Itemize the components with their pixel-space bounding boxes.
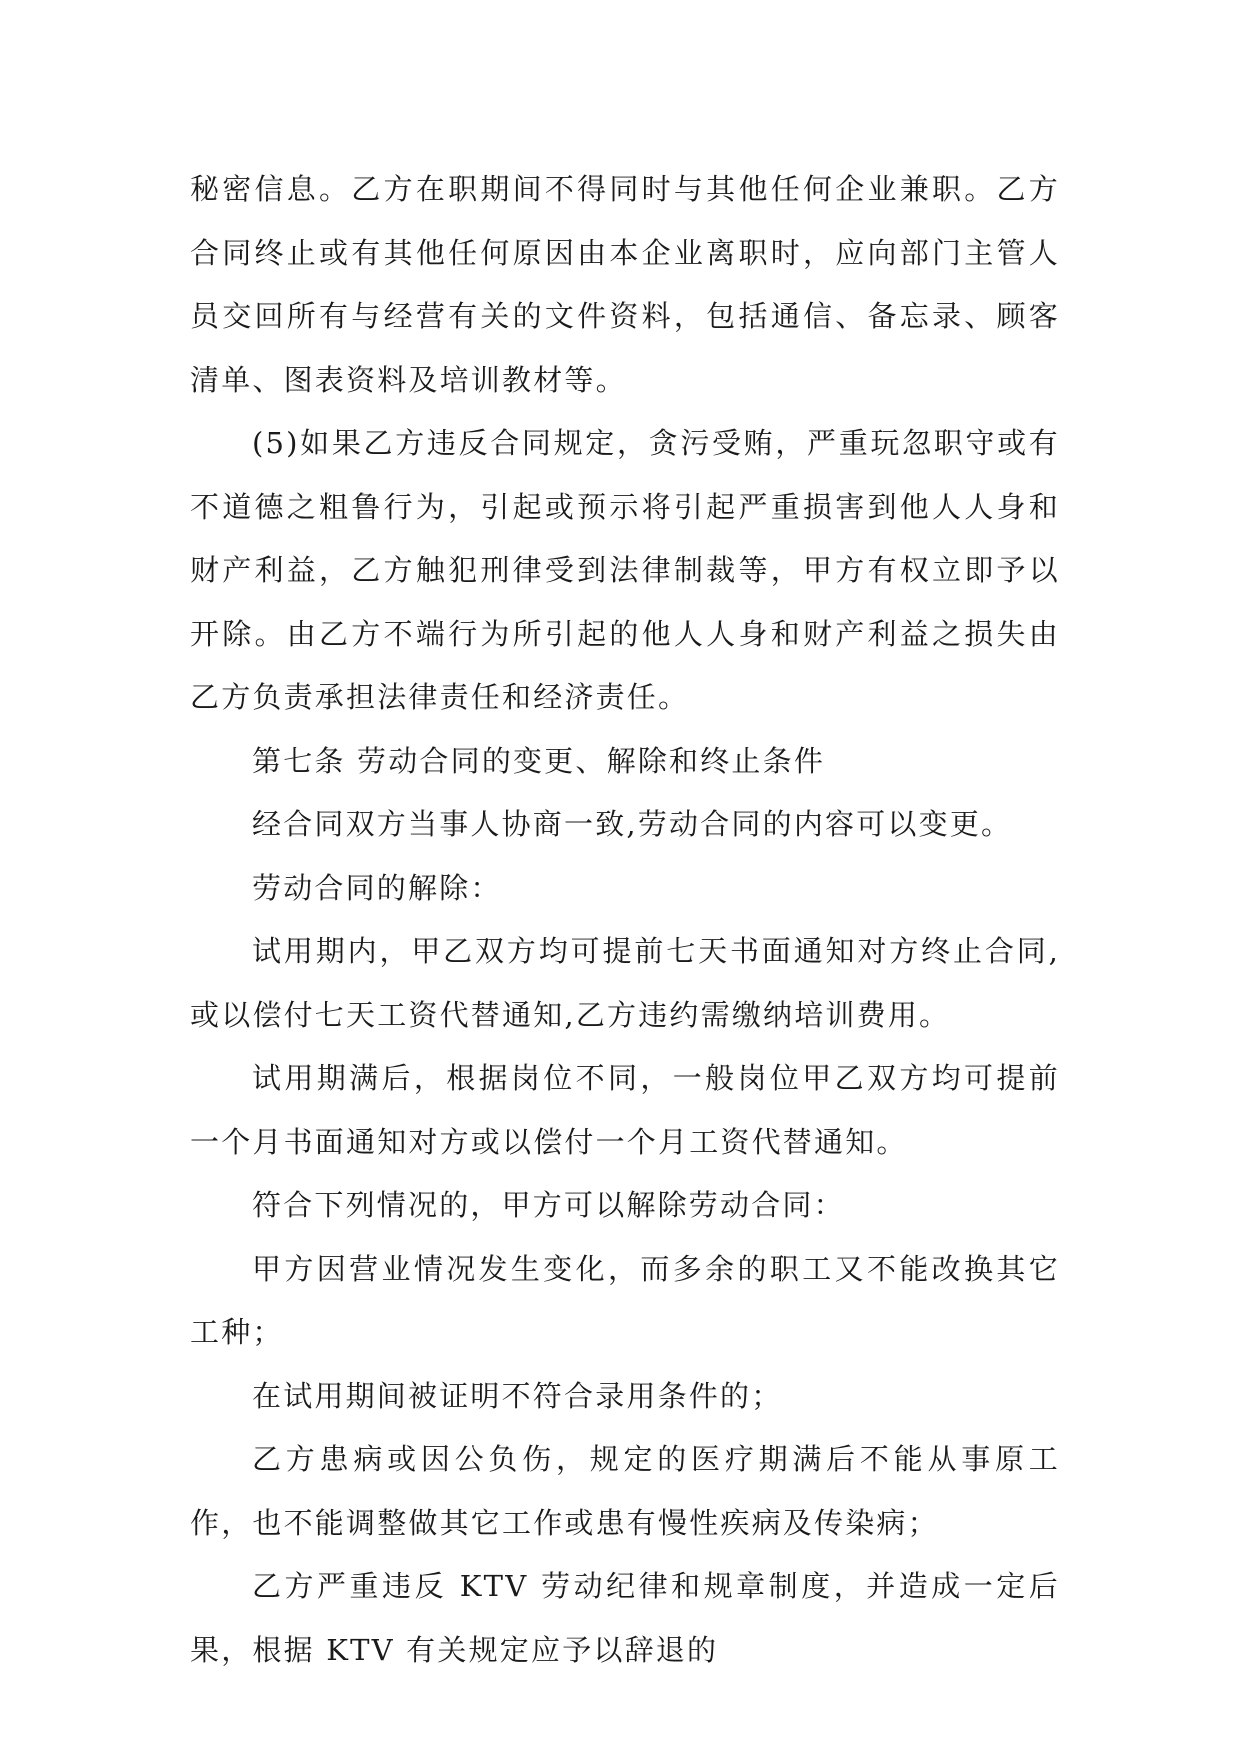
paragraph-probation-unfit: 在试用期间被证明不符合录用条件的； [252,1378,783,1413]
paragraph-confidential-info: 秘密信息。乙方在职期间不得同时与其他任何企业兼职。乙方合同终止或有其他任何原因由本企业离职时，应向部门主管人员交回所有与经营有关的文件资料，包括通信、备忘录、顾客清单、图表资料及培训教材等。 [190,172,1060,397]
paragraph-discipline-violation: 乙方严重违反 KTV 劳动纪律和规章制度，并造成一定后果，根据 KTV 有关规定应予以辞退的 [190,1569,1060,1667]
paragraph-termination-heading: 劳动合同的解除： [252,870,502,905]
section-heading-article-7: 第七条 劳动合同的变更、解除和终止条件 [252,743,826,778]
paragraph-probation-period: 试用期内，甲乙双方均可提前七天书面通知对方终止合同,或以偿付七天工资代替通知,乙方违约需缴纳培训费用。 [190,934,1060,1032]
document-body [190,158,1060,1682]
paragraph-business-change: 甲方因营业情况发生变化，而多余的职工又不能改换其它工种； [190,1251,1060,1349]
paragraph-clause-5: (5)如果乙方违反合同规定，贪污受贿，严重玩忽职守或有不道德之粗鲁行为，引起或预示将引起严重损害到他人人身和财产利益，乙方触犯刑律受到法律制裁等，甲方有权立即予以开除。由乙方不端行为所引起的他人人身和财产利益之损失由乙方负责承担法律责任和经济责任。 [190,426,1060,714]
paragraph-contract-change: 经合同双方当事人协商一致,劳动合同的内容可以变更。 [252,807,1013,841]
paragraph-illness-injury: 乙方患病或因公负伤，规定的医疗期满后不能从事原工作，也不能调整做其它工作或患有慢性疾病及传染病； [190,1442,1060,1540]
paragraph-termination-conditions: 符合下列情况的，甲方可以解除劳动合同： [252,1188,845,1222]
paragraph-after-probation: 试用期满后，根据岗位不同，一般岗位甲乙双方均可提前一个月书面通知对方或以偿付一个月工资代替通知。 [190,1061,1060,1159]
